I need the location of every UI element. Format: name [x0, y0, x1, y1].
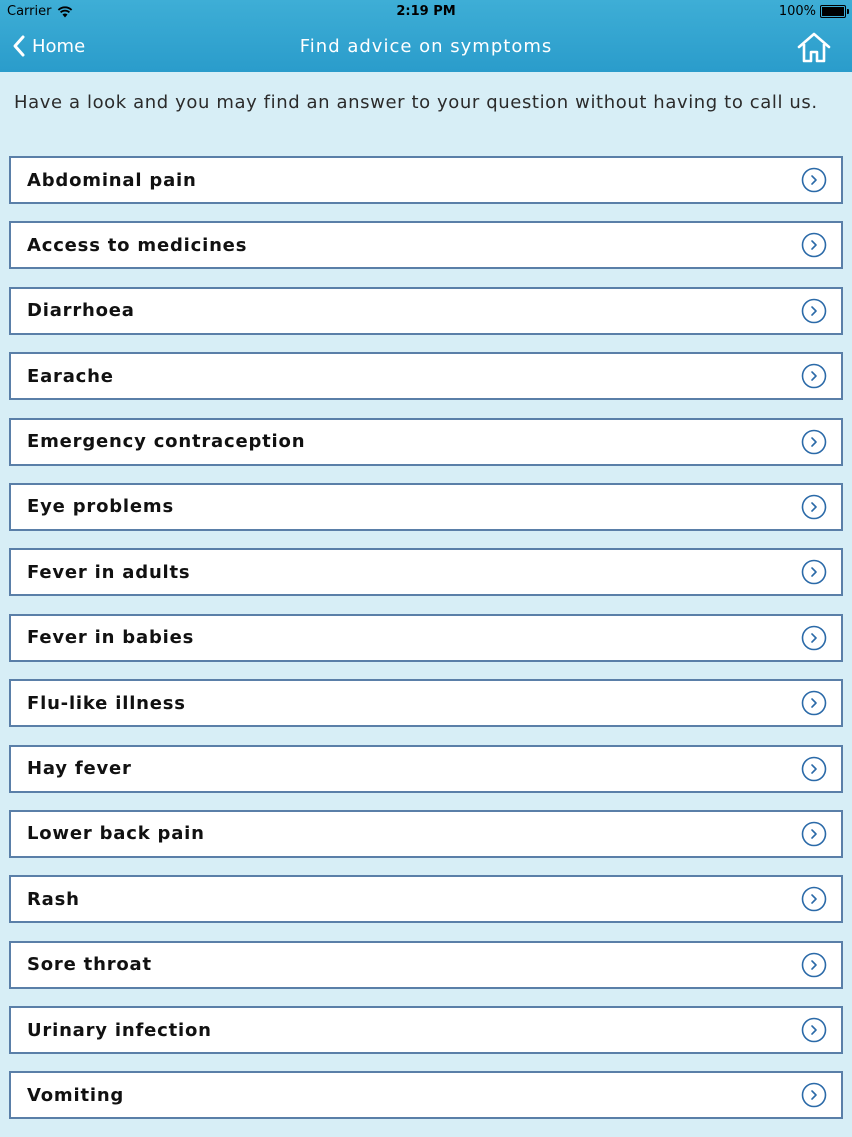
symptom-item[interactable]	[9, 418, 843, 466]
chevron-right-circle-icon	[801, 1082, 827, 1108]
navigation-bar	[0, 24, 852, 72]
symptom-label: Lower back pain	[27, 823, 205, 845]
battery-icon	[820, 5, 846, 18]
battery-group	[779, 4, 846, 19]
symptom-item[interactable]	[9, 941, 843, 989]
symptom-label: Fever in babies	[27, 627, 195, 649]
home-icon[interactable]	[796, 30, 832, 64]
symptom-item[interactable]	[9, 614, 843, 662]
symptom-item[interactable]	[9, 1006, 843, 1054]
chevron-right-circle-icon	[801, 429, 827, 455]
symptom-label: Abdominal pain	[27, 169, 197, 191]
symptom-label: Urinary infection	[27, 1019, 212, 1041]
symptom-item[interactable]	[9, 548, 843, 596]
status-time: 2:19 PM	[396, 4, 456, 19]
symptom-item[interactable]	[9, 679, 843, 727]
chevron-right-circle-icon	[801, 625, 827, 651]
symptom-item[interactable]	[9, 156, 843, 204]
back-button-label: Home	[32, 35, 86, 57]
top-bar	[0, 0, 852, 72]
symptom-label: Emergency contraception	[27, 431, 306, 453]
symptom-item[interactable]	[9, 221, 843, 269]
symptom-item[interactable]	[9, 352, 843, 400]
chevron-right-circle-icon	[801, 494, 827, 520]
chevron-right-circle-icon	[801, 952, 827, 978]
symptom-label: Vomiting	[27, 1084, 125, 1106]
chevron-right-circle-icon	[801, 167, 827, 193]
battery-fill	[822, 7, 844, 16]
symptom-label: Flu-like illness	[27, 692, 186, 714]
chevron-right-circle-icon	[801, 232, 827, 258]
symptom-label: Sore throat	[27, 954, 152, 976]
symptom-item[interactable]	[9, 287, 843, 335]
symptom-item[interactable]	[9, 483, 843, 531]
symptom-item[interactable]	[9, 810, 843, 858]
symptom-label: Diarrhoea	[27, 300, 135, 322]
symptom-item[interactable]	[9, 1071, 843, 1119]
chevron-right-circle-icon	[801, 298, 827, 324]
battery-percent: 100%	[778, 4, 816, 19]
intro-text: Have a look and you may find an answer to your question without having to call us.	[14, 92, 818, 113]
symptom-label: Rash	[27, 888, 80, 910]
symptom-label: Earache	[27, 365, 114, 387]
carrier-label: Carrier	[7, 4, 52, 19]
chevron-right-circle-icon	[801, 690, 827, 716]
chevron-right-circle-icon	[801, 363, 827, 389]
symptom-label: Hay fever	[27, 758, 132, 780]
symptom-item[interactable]	[9, 875, 843, 923]
symptom-label: Access to medicines	[27, 234, 248, 256]
symptom-list	[9, 156, 843, 1137]
chevron-right-circle-icon	[801, 559, 827, 585]
symptom-label: Eye problems	[27, 496, 174, 518]
chevron-right-circle-icon	[801, 886, 827, 912]
chevron-right-circle-icon	[801, 1017, 827, 1043]
symptom-item[interactable]	[9, 745, 843, 793]
page-title: Find advice on symptoms	[299, 36, 553, 57]
chevron-right-circle-icon	[801, 821, 827, 847]
chevron-right-circle-icon	[801, 756, 827, 782]
symptom-label: Fever in adults	[27, 561, 191, 583]
status-bar	[0, 0, 852, 24]
